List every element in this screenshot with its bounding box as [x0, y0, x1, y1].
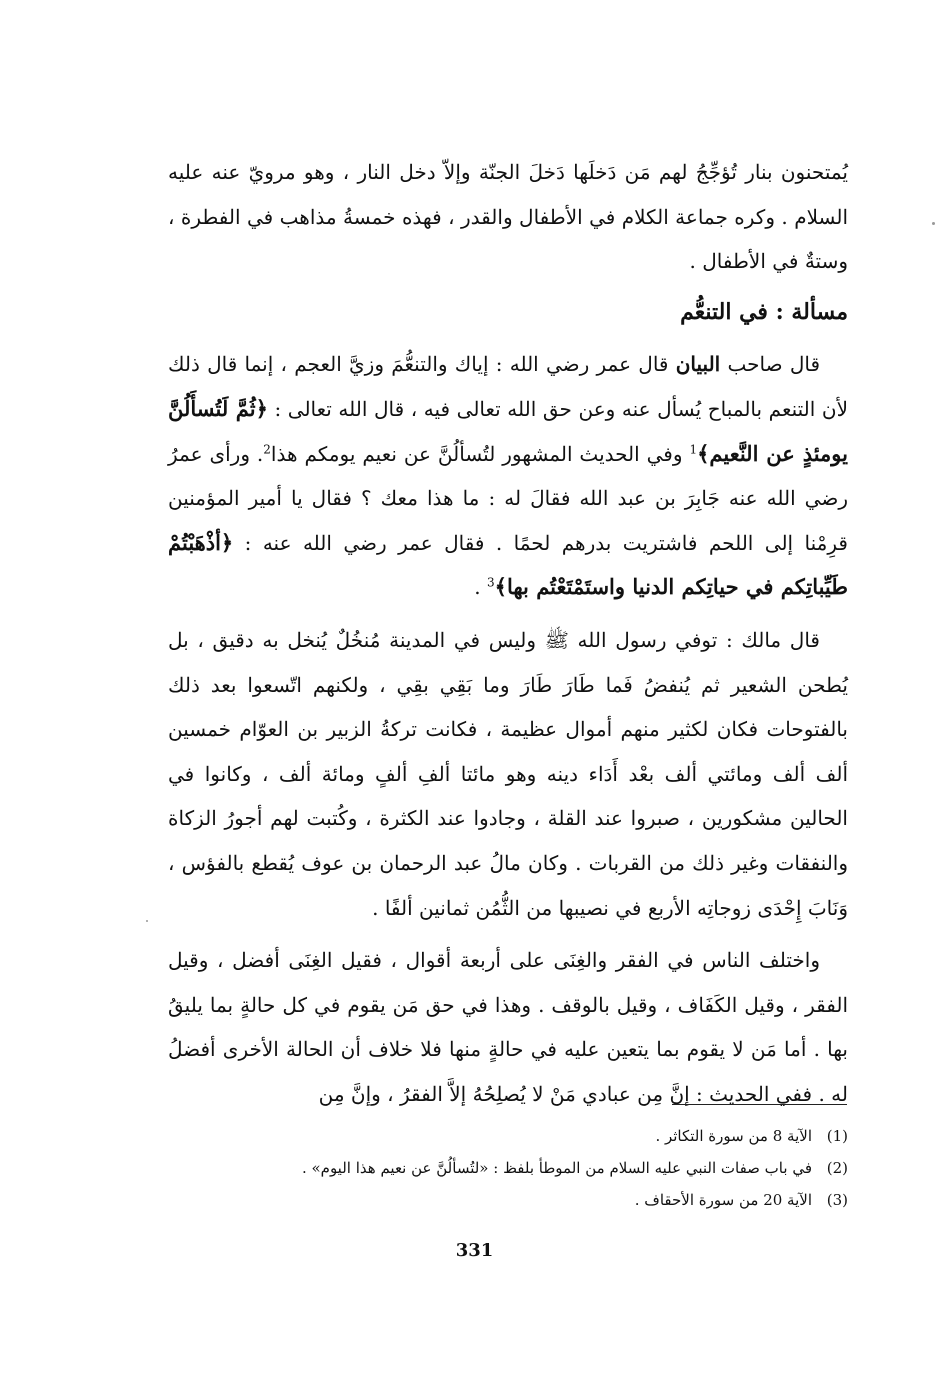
paragraph-2	[168, 342, 848, 610]
footnote-text: الآية 8 من سورة التكاثر .	[655, 1127, 812, 1145]
quran-verse-2: ﴿أذْهَبْتُمْ طَيِّباتِكم في حياتِكم الدنيا واستَمْتَعْتُم بها﴾	[168, 529, 848, 600]
footnote-number: (1)	[826, 1127, 848, 1145]
paragraph-3: قال مالك : توفي رسول الله ﷺ وليس في المدينة مُنخُلٌ يُنخل به دقيق ، بل يُطحن الشعير ثم يُنفضُ فَما طَارَ طَارَ وما بَقِي بقِي ، ولكنهم اتّسعوا بعد ذلك بالفتوحات فكان لكثير منهم أموال عظيمة ، فكانت تركةُ الزبير بن العوّام خمسين ألف ألف ومائتي ألف بعْد أَدَاء دينه وهو مائتا ألفِ ألفٍ ومائة ألف ، وكانوا في الحالين مشكورين ، صبروا عند القلة ، وجادوا عند الكثرة ، وكُتبت لهم أجورُ الزكاة والنفقات وغير ذلك من القربات . وكان مالُ عبد الرحمان بن عوف يُقطع بالفؤس ، وَنَابَ إِحْدَى زوجاتِه الأربع في نصيبها من الثُّمُن ثمانين ألفًا .	[168, 627, 848, 920]
footnote-text: الآية 20 من سورة الأحقاف .	[634, 1191, 812, 1209]
footnote-number: (3)	[826, 1191, 848, 1209]
paragraph-1: يُمتحنون بنار تُؤجِّجُ لهم مَن دَخلَها دَخلَ الجنّة وإلاّ دخل النار ، وهو مرويّ عنه عليه السلام . وكره جماعة الكلام في الأطفال والقدر ، فهذه خمسةُ مذاهب في الفطرة ، وستةٌ في الأطفال .	[168, 160, 848, 274]
scan-speck	[932, 222, 935, 225]
quran-verse-1: ﴿ثُمَّ لَتُسأَلُنَّ يومئذٍ عن النَّعيم﴾	[168, 395, 848, 466]
page-number: 331	[455, 1240, 494, 1261]
footnote-ref-1: 1	[689, 441, 698, 456]
section-heading: مسألة : في التنعُّم	[680, 298, 848, 325]
footnote-1	[168, 1120, 848, 1152]
paragraph-2-text-c: وفي الحديث المشهور لتُسألُنَّ عن نعيم يومكم هذا	[270, 441, 683, 466]
footnote-ref-3: 3	[487, 575, 495, 590]
footnotes	[168, 1120, 848, 1216]
footnote-2	[168, 1152, 848, 1184]
paragraph-2-text-e: .	[474, 575, 481, 600]
footnote-separator	[672, 1104, 847, 1105]
paragraph-2-text-b: قال عمر رضي الله : إياك والتنعُّمَ وزيَّ العجم ، إنما قال ذلك لأن التنعم بالمباح يُسأل عنه وعن حق الله تعالى فيه ، قال الله تعالى :	[168, 352, 848, 421]
footnote-3	[168, 1184, 848, 1216]
paragraph-4: واختلف الناس في الفقر والغِنَى على أربعة أقوال ، فقيل الغِنَى أفضل ، وقيل الفقر ، وقيل الكَفَاف ، وقيل بالوقف . وهذا في حق مَن يقوم في كل حالةٍ بما يليقُ بها . أما مَن لا يقوم بما يتعين عليه في حالةٍ منها فلا خلاف أن الحالة الأخرى أفضلُ له . ففي الحديث : إنَّ مِن عبادي مَنْ لا يُصلِحُهُ إلاَّ الفقرُ ، وإنَّ مِن	[168, 948, 848, 1106]
footnote-ref-2: 2	[263, 441, 271, 456]
book-title-bayan: البيان	[675, 352, 721, 377]
main-text	[168, 150, 848, 1116]
footnote-number: (2)	[826, 1159, 848, 1177]
paragraph-2-text-d: . ورأى عمرُ رضي الله عنه جَابِرَ بن عبد الله فقالَ له : ما هذا معك ؟ فقال يا أمير المؤمنين قرِمْنا إلى اللحم فاشتريت بدرهم لحمًا . فقال عمر رضي الله عنه :	[168, 441, 848, 555]
footnote-text: في باب صفات النبي عليه السلام من الموطأ بلفظ : «لتُسألُنَّ عن نعيم هذا اليوم» .	[301, 1159, 812, 1177]
scan-speck	[146, 920, 148, 922]
paragraph-2-text-a: قال صاحب	[727, 352, 821, 377]
